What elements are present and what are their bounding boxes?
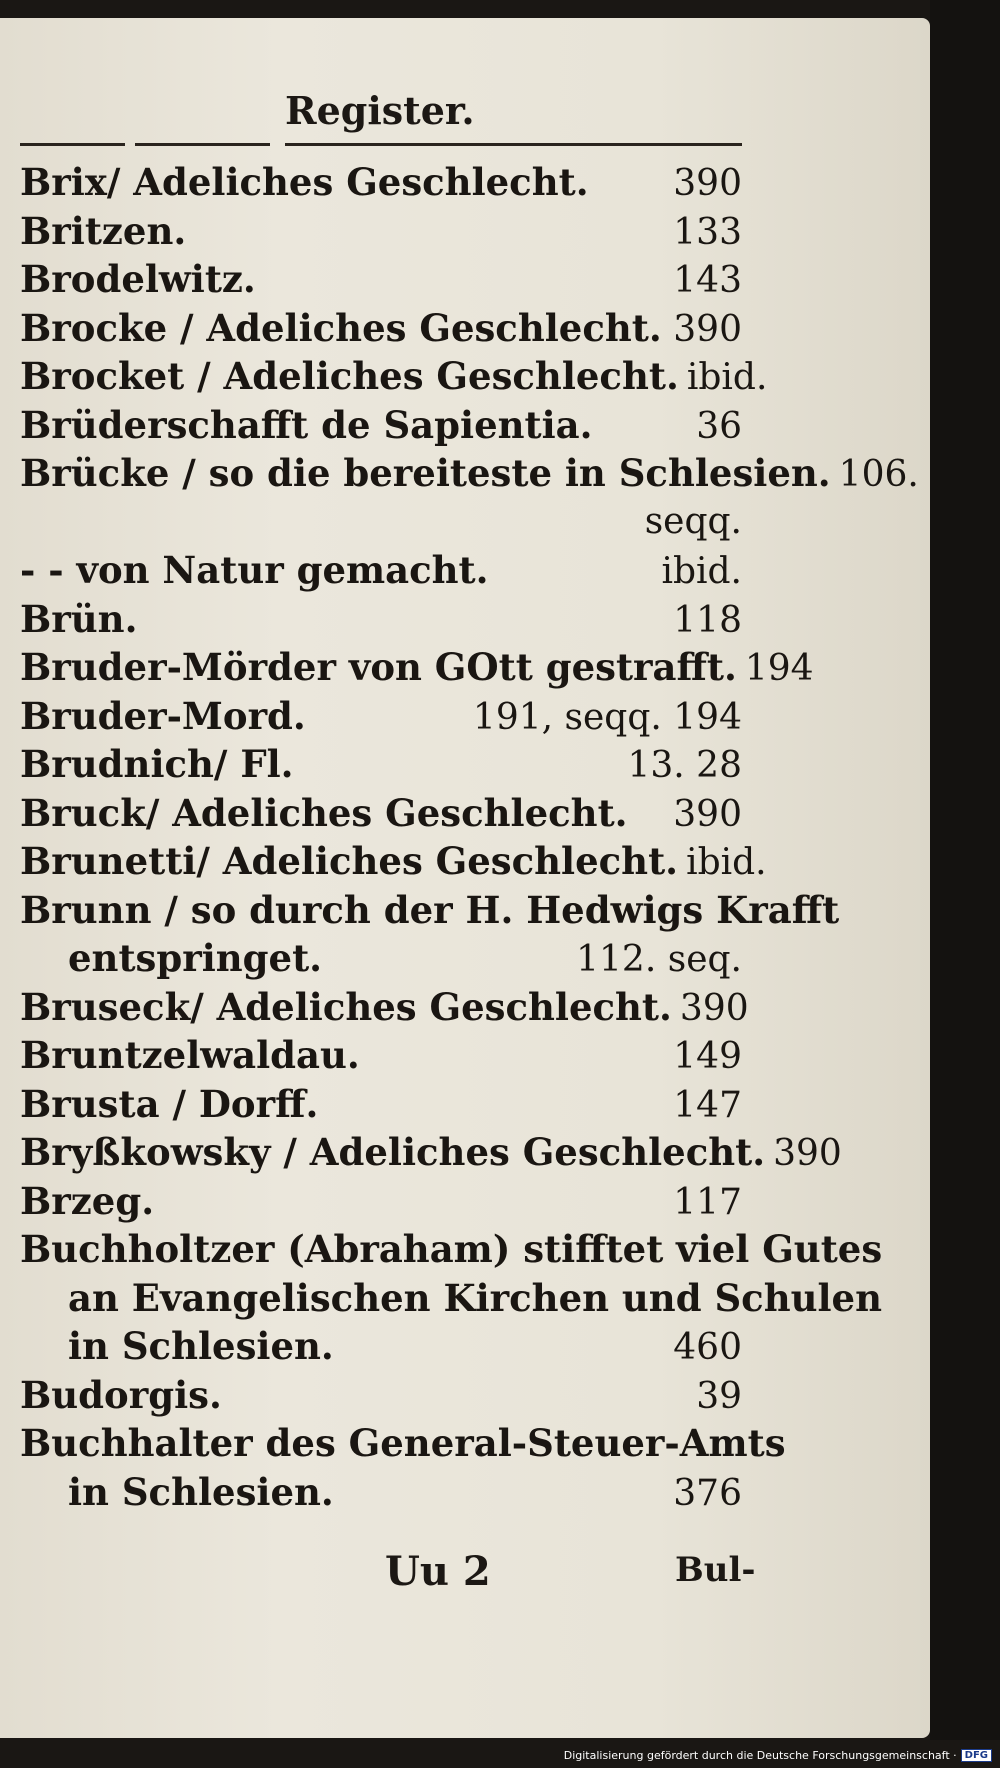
header-rule-middle [135, 143, 270, 146]
register-entry-continuation [20, 1322, 742, 1371]
entry-page: 376 [673, 1472, 742, 1514]
entry-text: in Schlesien. [68, 1469, 334, 1514]
entry-text: entspringet. [68, 936, 323, 980]
entry-text: - - von Natur gemacht. [20, 548, 489, 592]
dfg-logo: DFG [961, 1749, 992, 1762]
register-entry [20, 789, 742, 838]
page-header: Register. [285, 88, 475, 133]
entry-text: Brunetti/ Adeliches Geschlecht. [20, 839, 679, 883]
entry-page: 390 [673, 793, 742, 835]
register-entry [20, 837, 767, 886]
register-entry [20, 983, 749, 1032]
header-rule-right [285, 143, 742, 146]
register-entry [20, 352, 768, 401]
register-entry [20, 498, 742, 547]
register-entry [20, 304, 742, 353]
register-entry [20, 1128, 842, 1177]
scan-background [930, 0, 1000, 1740]
entry-text: an Evangelischen Kirchen und Schulen [68, 1275, 882, 1320]
register-entry [20, 1080, 742, 1129]
entry-page: 460 [673, 1327, 742, 1368]
entry-page: 390 [673, 163, 742, 204]
register-entry [20, 1371, 742, 1420]
entry-text: Bruck/ Adeliches Geschlecht. [20, 790, 628, 835]
entry-text: Brudnich/ Fl. [20, 742, 294, 786]
entry-text: Brzeg. [20, 1178, 155, 1223]
entry-text: Brocket / Adeliches Geschlecht. [20, 354, 679, 398]
register-entry-continuation [20, 934, 742, 983]
entry-text: Brodelwitz. [20, 257, 256, 301]
entry-text: Bruder-Mörder von GOtt gestrafft. [20, 645, 737, 689]
entry-page: 133 [673, 211, 742, 253]
entry-text: Bruseck/ Adeliches Geschlecht. [20, 984, 672, 1029]
entry-page: 390 [679, 987, 749, 1029]
register-entry [20, 643, 814, 692]
entry-text: Bruder-Mord. [20, 693, 306, 738]
entry-page: 194 [744, 648, 814, 689]
entry-page: 390 [673, 308, 742, 350]
entry-page: ibid. [686, 357, 768, 398]
register-entry [20, 1225, 883, 1274]
register-entry-continuation [20, 1274, 882, 1323]
entry-page: 39 [696, 1375, 742, 1417]
register-entry [20, 595, 742, 644]
digitization-credit [564, 1749, 992, 1762]
register-entry-continuation [20, 1468, 742, 1517]
register-entry [20, 1031, 742, 1080]
entry-page: 112. seq. [576, 939, 742, 980]
register-entry [20, 886, 840, 935]
entry-page: 390 [773, 1133, 842, 1174]
credit-text: Digitalisierung gefördert durch die Deutsche Forschungsgemeinschaft · [563, 1749, 957, 1762]
entry-page: 147 [673, 1084, 742, 1126]
register-entry [20, 207, 742, 256]
register-entry [20, 692, 742, 741]
entry-text: Buchholtzer (Abraham) stifftet viel Gutes [20, 1227, 883, 1271]
entry-text: Britzen. [20, 208, 187, 253]
entry-page: 13. 28 [627, 745, 742, 786]
entry-text: Brüderschafft de Sapientia. [20, 402, 593, 447]
entry-text: Brunn / so durch der H. Hedwigs Krafft [20, 887, 840, 932]
entry-page: seqq. [644, 500, 742, 542]
entry-text: Brix/ Adeliches Geschlecht. [20, 160, 589, 204]
entry-text: Budorgis. [20, 1372, 222, 1417]
register-entry [20, 401, 742, 450]
signature-mark: Uu 2 [385, 1548, 491, 1595]
entry-text: Bruntzelwaldau. [20, 1033, 360, 1077]
register-entry [20, 546, 742, 595]
register-list [20, 158, 919, 1516]
header-rule-left [20, 143, 125, 146]
entry-text: Brün. [20, 596, 138, 641]
entry-page: 191, seqq. 194 [472, 696, 742, 738]
register-entry [20, 1419, 786, 1468]
entry-text: Bryßkowsky / Adeliches Geschlecht. [20, 1130, 766, 1174]
register-entry [20, 255, 742, 304]
entry-page: 118 [673, 599, 742, 641]
register-entry [20, 158, 742, 207]
entry-text: in Schlesien. [68, 1324, 334, 1368]
entry-page: 149 [673, 1036, 742, 1077]
catchword: Bul- [675, 1550, 756, 1590]
register-entry [20, 740, 742, 789]
entry-page: ibid. [661, 551, 742, 592]
entry-text: Brusta / Dorff. [20, 1081, 319, 1126]
entry-page: 36 [696, 405, 742, 447]
entry-page: ibid. [686, 842, 767, 883]
entry-text: Buchhalter des General-Steuer-Amts [20, 1421, 786, 1465]
register-entry [20, 1177, 742, 1226]
entry-text: Brocke / Adeliches Geschlecht. [20, 305, 662, 350]
entry-page: 117 [673, 1181, 742, 1223]
entry-page: 143 [673, 260, 742, 301]
entry-text: Brücke / so die bereiteste in Schlesien. [20, 451, 831, 495]
register-entry [20, 449, 919, 498]
entry-page: 106. [838, 454, 919, 495]
